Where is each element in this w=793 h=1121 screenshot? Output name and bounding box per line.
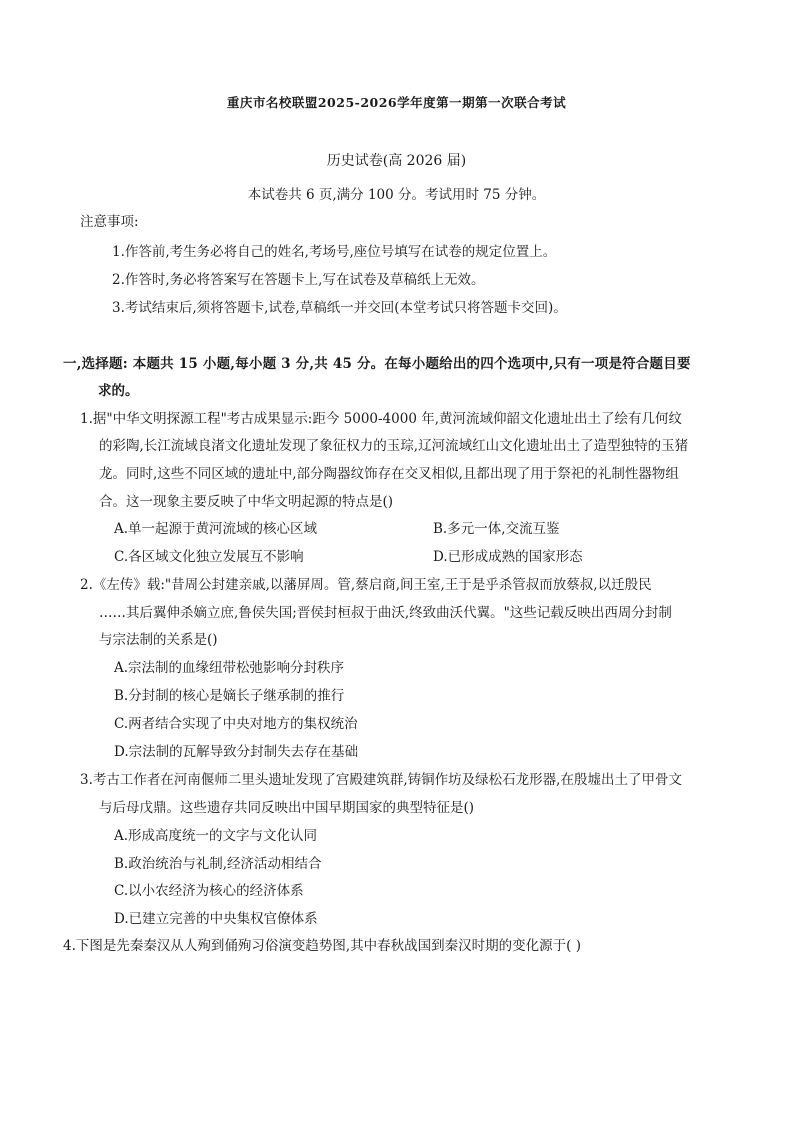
section-instruction-cont: 求的。 [98, 383, 139, 399]
question-4-line: 4.下图是先秦秦汉从人殉到俑殉习俗演变趋势图,其中春秋战国到秦汉时期的变化源于( ) [63, 938, 581, 954]
question-3-option-c[interactable]: C.以小农经济为核心的经济体系 [114, 883, 304, 899]
question-1-option-d[interactable]: D.已形成成熟的国家形态 [433, 549, 583, 565]
question-2-option-c[interactable]: C.两者结合实现了中央对地方的集权统治 [114, 716, 358, 732]
question-2-option-a[interactable]: A.宗法制的血缘纽带松弛影响分封秩序 [114, 660, 345, 676]
question-3-line: 3.考古工作者在河南偃师二里头遗址发现了宫殿建筑群,铸铜作坊及绿松石龙形器,在殷墟出土了甲骨文 [80, 772, 682, 788]
question-1-option-c[interactable]: C.各区域文化独立发展互不影响 [114, 549, 304, 565]
question-2-option-b[interactable]: B.分封制的核心是嫡长子继承制的推行 [114, 688, 345, 704]
question-3-option-a[interactable]: A.形成高度统一的文字与文化认同 [114, 828, 318, 844]
question-2-line: 2.《左传》载:"昔周公封建亲戚,以藩屏周。管,蔡启商,间王室,王于是乎杀管叔而放蔡叔,以迁殷民 [80, 577, 652, 593]
notice-item: 3.考试结束后,须将答题卡,试卷,草稿纸一并交回(本堂考试只将答题卡交回)。 [112, 300, 567, 316]
question-3-option-b[interactable]: B.政治统治与礼制,经济活动相结合 [114, 856, 322, 872]
question-1-option-b[interactable]: B.多元一体,交流互鉴 [433, 521, 560, 537]
question-1-line: 的彩陶,长江流域良渚文化遗址发现了象征权力的玉琮,辽河流域红山文化遗址出土了造型独特的玉猪 [99, 438, 689, 454]
notice-item: 1.作答前,考生务必将自己的姓名,考场号,座位号填写在试卷的规定位置上。 [112, 244, 557, 260]
question-1-line: 合。这一现象主要反映了中华文明起源的特点是() [99, 494, 394, 510]
question-1-line: 龙。同时,这些不同区域的遗址中,部分陶器纹饰存在交叉相似,且都出现了用于祭祀的礼制性器物组 [99, 466, 679, 482]
section-instruction: 一,选择题: 本题共 15 小题,每小题 3 分,共 45 分。在每小题给出的四个选项中,只有一项是符合题目要 [63, 356, 691, 372]
question-2-option-d[interactable]: D.宗法制的瓦解导致分封制失去存在基础 [114, 744, 359, 760]
question-1-line: 1.据"中华文明探源工程"考古成果显示:距今 5000-4000 年,黄河流域仰韶文化遗址出土了绘有几何纹 [80, 411, 682, 427]
question-3-option-d[interactable]: D.已建立完善的中央集权官僚体系 [114, 911, 318, 927]
paper-info: 本试卷共 6 页,满分 100 分。考试用时 75 分钟。 [247, 187, 546, 203]
question-3-line: 与后母戊鼎。这些遗存共同反映出中国早期国家的典型特征是() [99, 800, 475, 816]
notice-item: 2.作答时,务必将答案写在答题卡上,写在试卷及草稿纸上无效。 [112, 272, 485, 288]
paper-title: 历史试卷(高 2026 届) [326, 153, 467, 169]
question-1-option-a[interactable]: A.单一起源于黄河流域的核心区域 [114, 521, 318, 537]
question-2-line: ……其后翼伸杀嫡立庶,鲁侯失国;晋侯封桓叔于曲沃,终致曲沃代翼。"这些记载反映出西周分封制 [99, 605, 672, 621]
exam-title: 重庆市名校联盟2025-2026学年度第一期第一次联合考试 [226, 95, 567, 110]
question-2-line: 与宗法制的关系是() [99, 632, 218, 648]
notice-title: 注意事项: [80, 214, 139, 230]
